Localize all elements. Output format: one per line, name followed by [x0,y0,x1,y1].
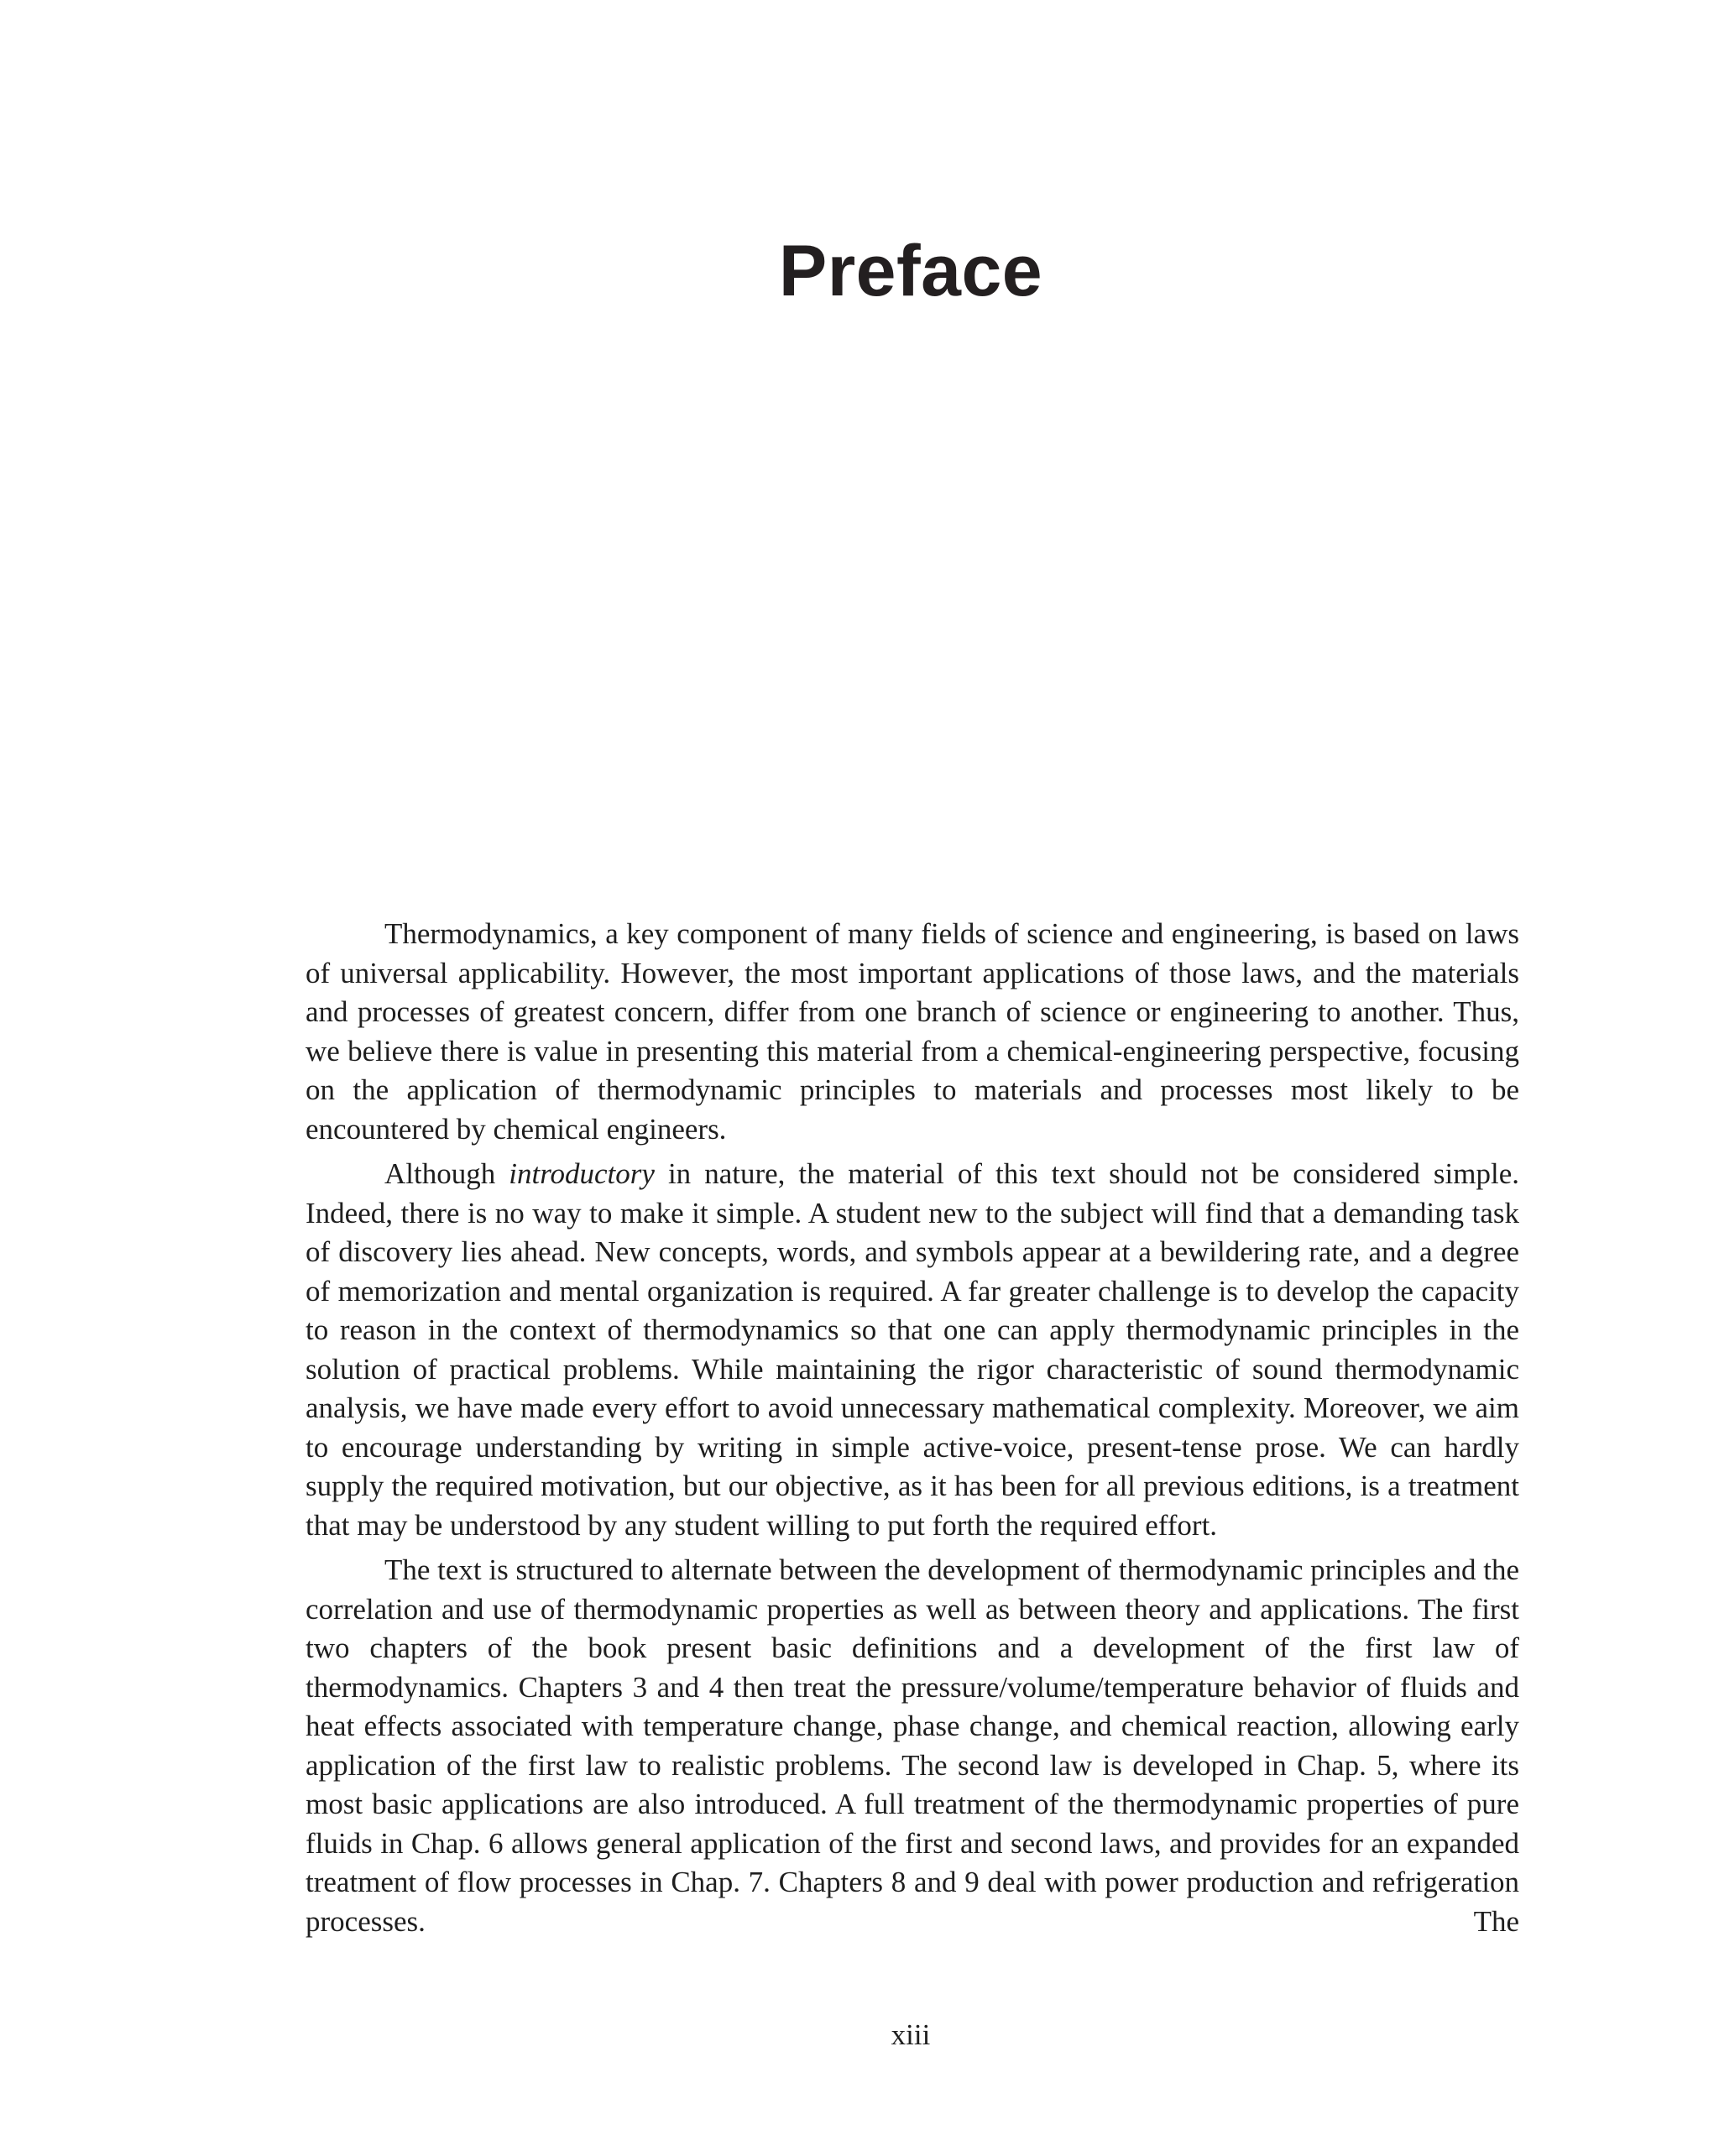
emphasis-introductory: introductory [509,1157,655,1190]
paragraph-2 [306,1155,1519,1545]
page-title: Preface [778,230,1043,311]
paragraph-3: The text is structured to alternate between the development of thermodynamic principles and the correlation and use of thermodynamic properties as well as between theory and applications. The first two chapters of the book present basic definitions and a development of the first law of thermodynamics. Chapters 3 and 4 then treat the pressure/volume/temperature behavior of fluids and heat effects associated with temperature change, phase change, and chemical reaction, allowing early application of the first law to realistic problems. The second law is developed in Chap. 5, where its most basic applications are also introduced. A full treatment of the thermodynamic properties of pure fluids in Chap. 6 allows general application of the first and second laws, and provides for an expanded treatment of flow processes in Chap. 7. Chapters 8 and 9 deal with power production and refrigeration processes. The [306,1553,1519,1938]
paragraph-2-rest: in nature, the material of this text should not be considered simple. Indeed, there is no way to make it simple. A student new to the subject will find that a demanding task of discovery lies ahead. New concepts, words, and symbols appear at a bewildering rate, and a degree of memorization and mental organization is required. A far greater challenge is to develop the capacity to reason in the context of thermodynamics so that one can apply thermodynamic principles in the solution of practical problems. While maintaining the rigor characteristic of sound thermodynamic analysis, we have made every effort to avoid unnecessary mathematical complexity. Moreover, we aim to encourage understanding by writing in simple active-voice, present-tense prose. We can hardly supply the required motivation, but our objective, as it has been for all previous editions, is a treatment that may be understood by any student willing to put forth the required effort. [306,1157,1519,1542]
page-number: xiii [891,2018,931,2051]
preface-body [306,915,1519,1947]
paragraph-1: Thermodynamics, a key component of many fields of science and engineering, is based on laws of universal applicability. However, the most important applications of those laws, and the materials and processes of greatest concern, differ from one branch of science or engineering to another. Thus, we believe there is value in presenting this material from a chemical-engineering perspective, focusing on the application of thermodynamic principles to materials and processes most likely to be encountered by chemical engineers. [306,917,1519,1146]
paragraph-2-lead: Although [384,1157,509,1190]
